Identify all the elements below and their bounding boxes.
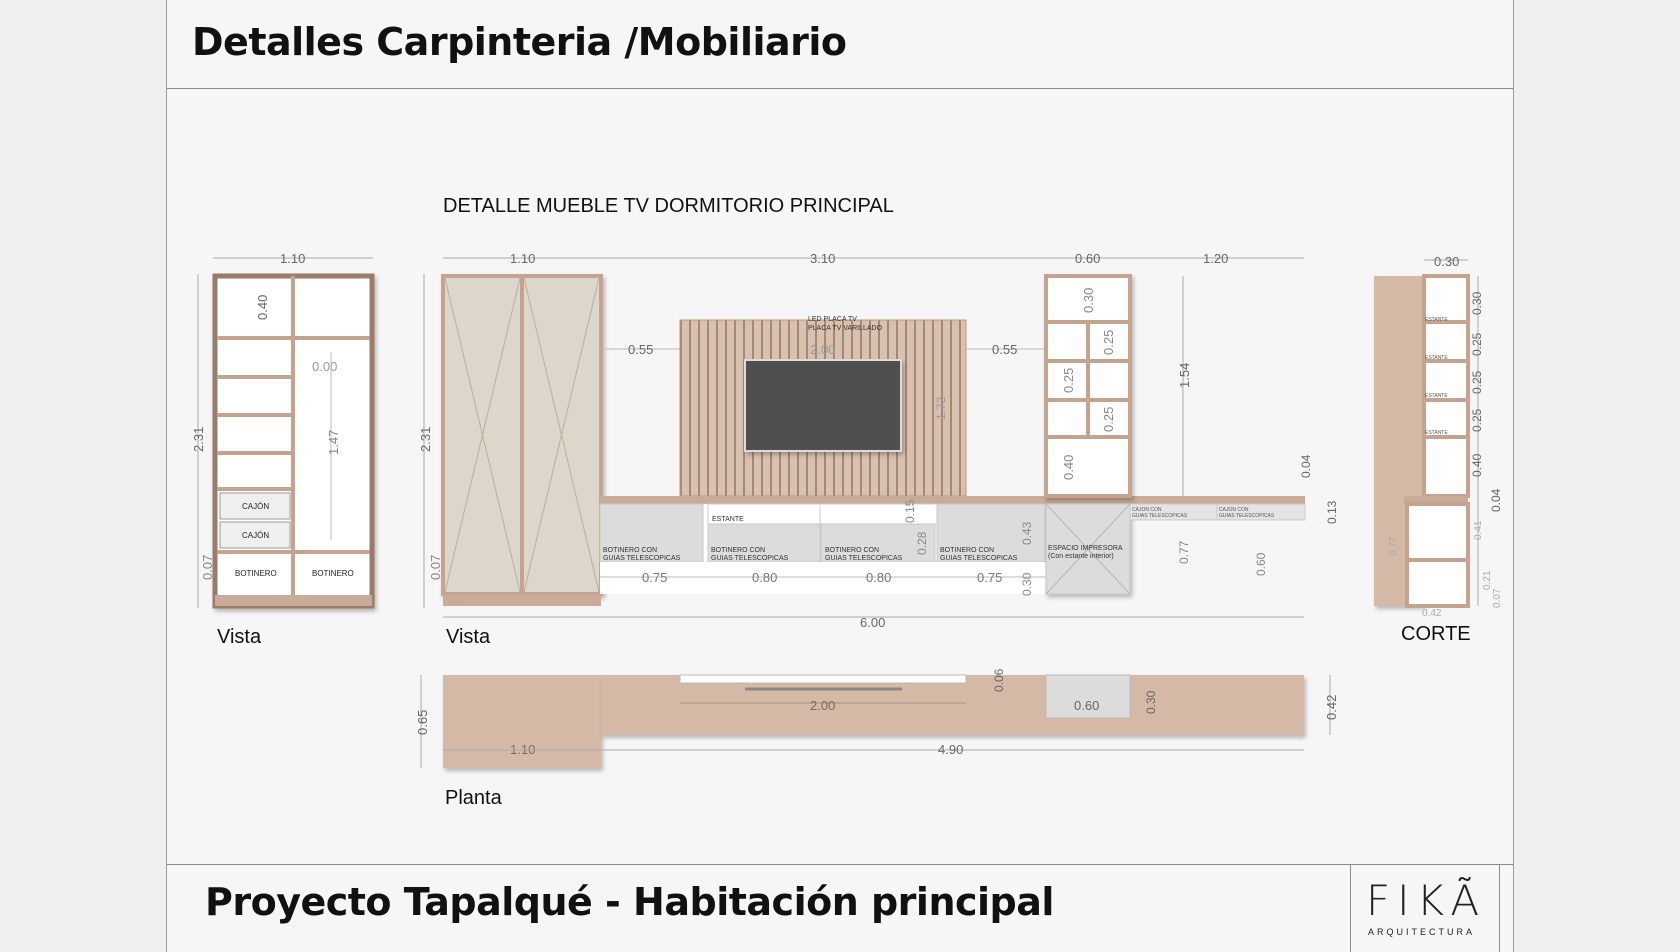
dim-corte-h: 0.21 (1482, 570, 1493, 590)
dim-panel-height: 1.72 (934, 396, 948, 420)
dim-top-a: 1.10 (510, 251, 536, 266)
dim-drawer-1: 0.75 (642, 570, 668, 585)
dim-corte-k: 0.42 (1422, 608, 1442, 619)
section-corte (1374, 254, 1503, 619)
dim-left-rod: 0.00 (312, 359, 338, 374)
dim-plan-total: 4.90 (938, 742, 964, 757)
dim-drawer-2: 0.80 (752, 570, 778, 585)
led-note: LED PLACA TV (808, 316, 857, 323)
botinero-label-2: BOTINERO (312, 569, 354, 578)
project-title: Proyecto Tapalqué - Habitación principal (205, 880, 1054, 924)
dim-top-d: 1.20 (1203, 251, 1229, 266)
label-vista-left: Vista (217, 626, 262, 648)
drawing-title: DETALLE MUEBLE TV DORMITORIO PRINCIPAL (443, 195, 894, 217)
dim-corte-j: 0.77 (1388, 536, 1399, 556)
dim-corte-w: 0.30 (1434, 254, 1460, 269)
dim-corte-i: 0.07 (1492, 588, 1503, 608)
dim-corte-g: 0.41 (1473, 520, 1484, 540)
dim-plan-printer: 0.60 (1074, 698, 1100, 713)
botinero-guias-4b: GUIAS TELESCOPICAS (940, 555, 1018, 562)
dim-left-height: 2.31 (191, 426, 206, 452)
dim-corte-c: 0.25 (1470, 370, 1484, 394)
dim-printer-base: 0.30 (1020, 572, 1034, 596)
dim-plan-w: 1.10 (510, 742, 536, 757)
dim-corte-d: 0.25 (1470, 408, 1484, 432)
label-planta: Planta (445, 787, 502, 809)
cajon-label-1: CAJÓN (242, 502, 270, 511)
dim-tower-2: 0.25 (1101, 329, 1116, 355)
placa-note: PLACA TV VARILLADO (808, 325, 883, 332)
label-corte: CORTE (1401, 623, 1471, 645)
dim-corte-b: 0.25 (1470, 332, 1484, 356)
dim-desk-h: 0.13 (1325, 500, 1339, 524)
impresora-note: ESPACIO IMPRESORA (1048, 545, 1123, 552)
corte-estante-1: ESTANTE (1425, 317, 1448, 323)
dim-corte-f: 0.04 (1489, 488, 1503, 512)
dim-left-inner: 1.47 (326, 429, 341, 455)
dim-plan-d1: 0.06 (992, 668, 1006, 692)
dim-drawer-h: 0.28 (915, 531, 929, 555)
dim-left-base: 0.07 (200, 554, 215, 580)
dim-center-base: 0.07 (428, 554, 443, 580)
dim-tower-1: 0.30 (1081, 287, 1096, 313)
dim-desk-right: 0.60 (1254, 552, 1268, 576)
dim-left-gap: 0.55 (628, 342, 654, 357)
dim-left-width: 1.10 (280, 251, 306, 266)
dim-printer-h: 0.43 (1020, 521, 1034, 545)
impresora-note-2: (Con estante interior) (1048, 553, 1114, 560)
estante-note: ESTANTE (712, 516, 744, 523)
dim-plan-d2: 0.30 (1144, 690, 1158, 714)
botinero-guias-3b: GUIAS TELESCOPICAS (825, 555, 903, 562)
corte-estante-3: ESTANTE (1425, 393, 1448, 399)
dim-desk-leg: 0.77 (1177, 540, 1191, 564)
botinero-guias-3: BOTINERO CON (825, 547, 880, 554)
dim-right-gap: 0.55 (992, 342, 1018, 357)
dim-plan-d3: 0.42 (1324, 694, 1339, 720)
dim-tower-3: 0.25 (1061, 367, 1076, 393)
fika-logo-subtitle: ARQUITECTURA (1368, 927, 1476, 937)
dim-plan-panel: 2.00 (810, 698, 836, 713)
dim-total-width: 6.00 (860, 615, 886, 630)
dim-right-top: 0.04 (1299, 454, 1313, 478)
botinero-label-1: BOTINERO (235, 569, 277, 578)
dim-drawer-3: 0.80 (866, 570, 892, 585)
botinero-guias-2: BOTINERO CON (711, 547, 766, 554)
cajon-label-2: CAJÓN (242, 531, 270, 540)
dim-panel-width: 2.00 (810, 342, 836, 357)
botinero-guias-1b: GUIAS TELESCOPICAS (603, 555, 681, 562)
dim-left-top: 0.40 (255, 294, 270, 320)
botinero-guias-4: BOTINERO CON (940, 547, 995, 554)
dim-drawer-4: 0.75 (977, 570, 1003, 585)
dim-shelf-h: 0.15 (903, 499, 917, 523)
corte-estante-4: ESTANTE (1425, 430, 1448, 436)
dim-top-b: 3.10 (810, 251, 836, 266)
left-wardrobe (191, 251, 373, 608)
cajon-guias-2b: GUIAS TELESCOPICAS (1219, 513, 1275, 519)
label-vista-center: Vista (446, 626, 491, 648)
dim-tower-4: 0.25 (1101, 406, 1116, 432)
dim-tower-5: 0.40 (1061, 454, 1076, 480)
botinero-guias-1: BOTINERO CON (603, 547, 658, 554)
cajon-guias-1: CAJON CON (1132, 507, 1162, 513)
center-elevation (418, 251, 1339, 630)
page-title: Detalles Carpinteria /Mobiliario (192, 20, 847, 64)
botinero-guias-2b: GUIAS TELESCOPICAS (711, 555, 789, 562)
cajon-guias-2: CAJON CON (1219, 507, 1249, 513)
dim-center-height: 2.31 (418, 426, 433, 452)
fika-logo: FIKÃ (1366, 876, 1487, 925)
dim-plan-depth: 0.65 (415, 709, 430, 735)
plan-view (415, 668, 1339, 768)
corte-estante-2: ESTANTE (1425, 355, 1448, 361)
dim-top-c: 0.60 (1075, 251, 1101, 266)
dim-corte-a: 0.30 (1470, 291, 1484, 315)
dim-corte-e: 0.40 (1470, 453, 1484, 477)
cajon-guias-1b: GUIAS TELESCOPICAS (1132, 513, 1188, 519)
dim-right-h: 1.54 (1177, 362, 1192, 388)
